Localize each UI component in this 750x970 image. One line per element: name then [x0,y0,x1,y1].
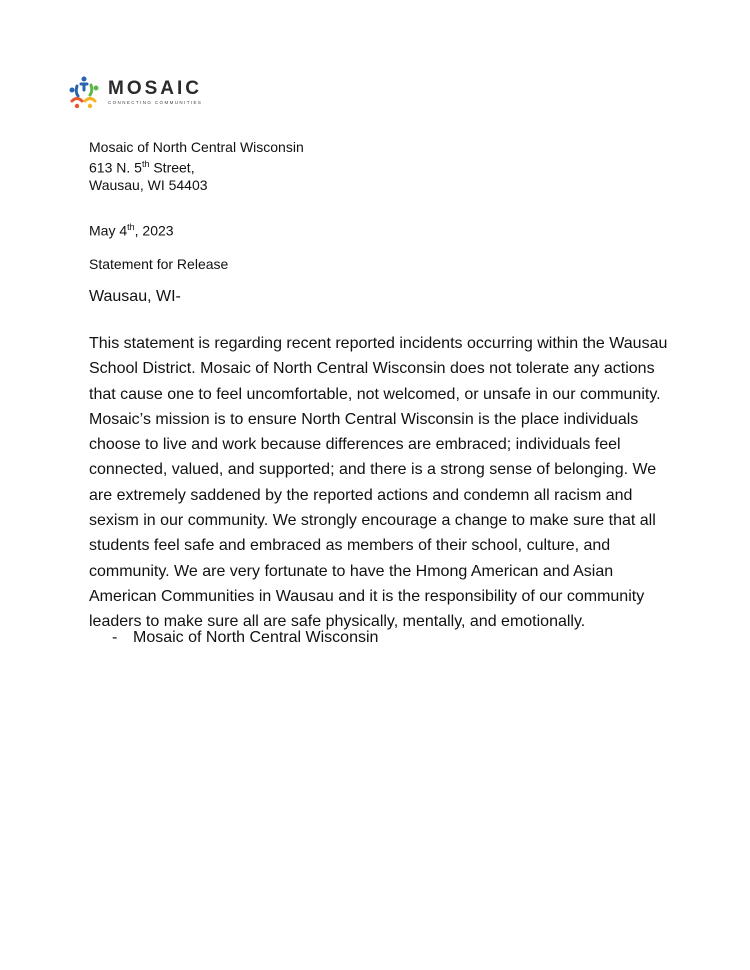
signature-name: Mosaic of North Central Wisconsin [133,629,379,646]
mosaic-logo [68,76,202,108]
address-line-3: Wausau, WI 54403 [89,176,208,193]
date-year: , 2023 [134,222,174,239]
street-name: Street, [149,159,195,176]
mosaic-people-icon [68,76,100,108]
ordinal-suffix: th [141,159,150,169]
address-line-2 [89,156,304,177]
signature [112,629,378,647]
signature-dash: - [112,629,118,646]
statement-body: This statement is regarding recent reported incidents occurring within the Wausau School District. Mosaic of North Central Wisconsin does not tolerate any actions that cause one to feel uncomfortable, not welcomed, or unsafe in our community. Mosaic’s mission is to ensure North Central Wisconsin is the place individuals choose to live and work because differences are embraced; individuals feel connected, valued, and supported; and there is a strong sense of belonging. We are extremely saddened by the reported actions and condemn all racism and sexism in our community. We strongly encourage a change to make sure that all students feel safe and embraced as members of their school, culture, and community. We are very fortunate to have the Hmong American and Asian American Communities in Wausau and it is the responsibility of our community leaders to make sure all are safe physically, mentally, and emotionally. [89,335,668,631]
street-number: 613 N. 5 [89,159,142,176]
address-block [89,139,304,194]
letter-date [89,222,174,239]
logo-tagline: CONNECTING COMMUNITIES [108,100,203,105]
dateline-location: Wausau, WI- [89,288,181,305]
date-suffix: th [127,222,135,232]
address-line-1: Mosaic of North Central Wisconsin [89,139,304,155]
statement-label: Statement for Release [89,256,229,272]
logo-brand: MOSAIC [108,78,202,99]
date-day: May 4 [89,222,128,239]
